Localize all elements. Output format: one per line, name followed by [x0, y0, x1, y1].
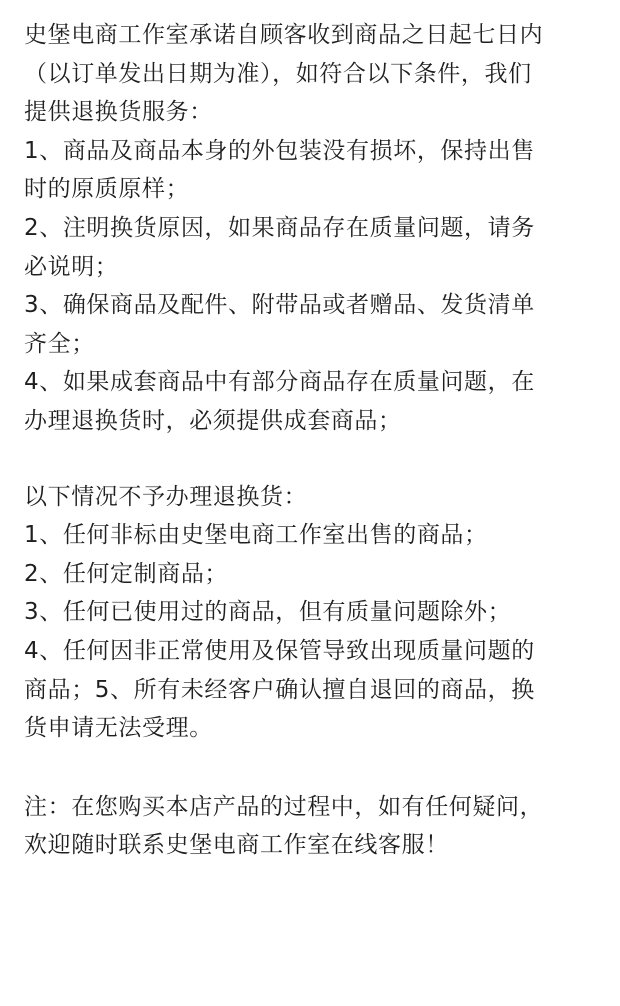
condition-line: 必说明； [24, 253, 119, 280]
condition-line: 3、确保商品及配件、附带品或者赠品、发货清单 [24, 292, 535, 319]
condition-item [24, 209, 602, 286]
section-spacer [24, 441, 602, 478]
exclusion-line: 4、任何因非正常使用及保管导致出现质量问题的 [24, 637, 535, 664]
exclusion-line: 1、任何非标由史堡电商工作室出售的商品； [24, 522, 488, 549]
exclusion-item [24, 593, 602, 632]
note-line: 注：在您购买本店产品的过程中，如有任何疑问， [24, 793, 544, 820]
intro-line: 提供退换货服务： [24, 99, 213, 126]
condition-line: 办理退换货时，必须提供成套商品； [24, 407, 402, 434]
condition-item [24, 132, 602, 209]
condition-line: 4、如果成套商品中有部分商品存在质量问题，在 [24, 369, 535, 396]
condition-item [24, 363, 602, 440]
conditions-list [24, 132, 602, 441]
exclusion-item [24, 516, 602, 555]
exclusion-item [24, 555, 602, 594]
intro-line: 史堡电商工作室承诺自顾客收到商品之日起七日内 [24, 22, 544, 48]
exclusion-line: 货申请无法受理。 [24, 715, 213, 742]
note-paragraph [24, 788, 602, 865]
condition-line: 时的原质原样； [24, 176, 190, 203]
condition-line: 1、商品及商品本身的外包装没有损坏，保持出售 [24, 137, 535, 164]
condition-line: 齐全； [24, 330, 95, 357]
exclusions-section [24, 478, 602, 748]
note-line: 欢迎随时联系史堡电商工作室在线客服！ [24, 832, 449, 859]
exclusion-item [24, 632, 602, 748]
exclusion-line: 商品；5、所有未经客户确认擅自退回的商品，换 [24, 676, 535, 703]
intro-paragraph [24, 16, 602, 132]
condition-line: 2、注明换货原因，如果商品存在质量问题，请务 [24, 214, 535, 241]
intro-line: （以订单发出日期为准），如符合以下条件，我们 [24, 60, 532, 87]
exclusion-line: 2、任何定制商品； [24, 560, 229, 587]
exclusion-line: 3、任何已使用过的商品，但有质量问题除外； [24, 599, 512, 626]
exclusions-heading: 以下情况不予办理退换货： [24, 483, 308, 510]
condition-item [24, 286, 602, 363]
section-spacer [24, 748, 602, 788]
